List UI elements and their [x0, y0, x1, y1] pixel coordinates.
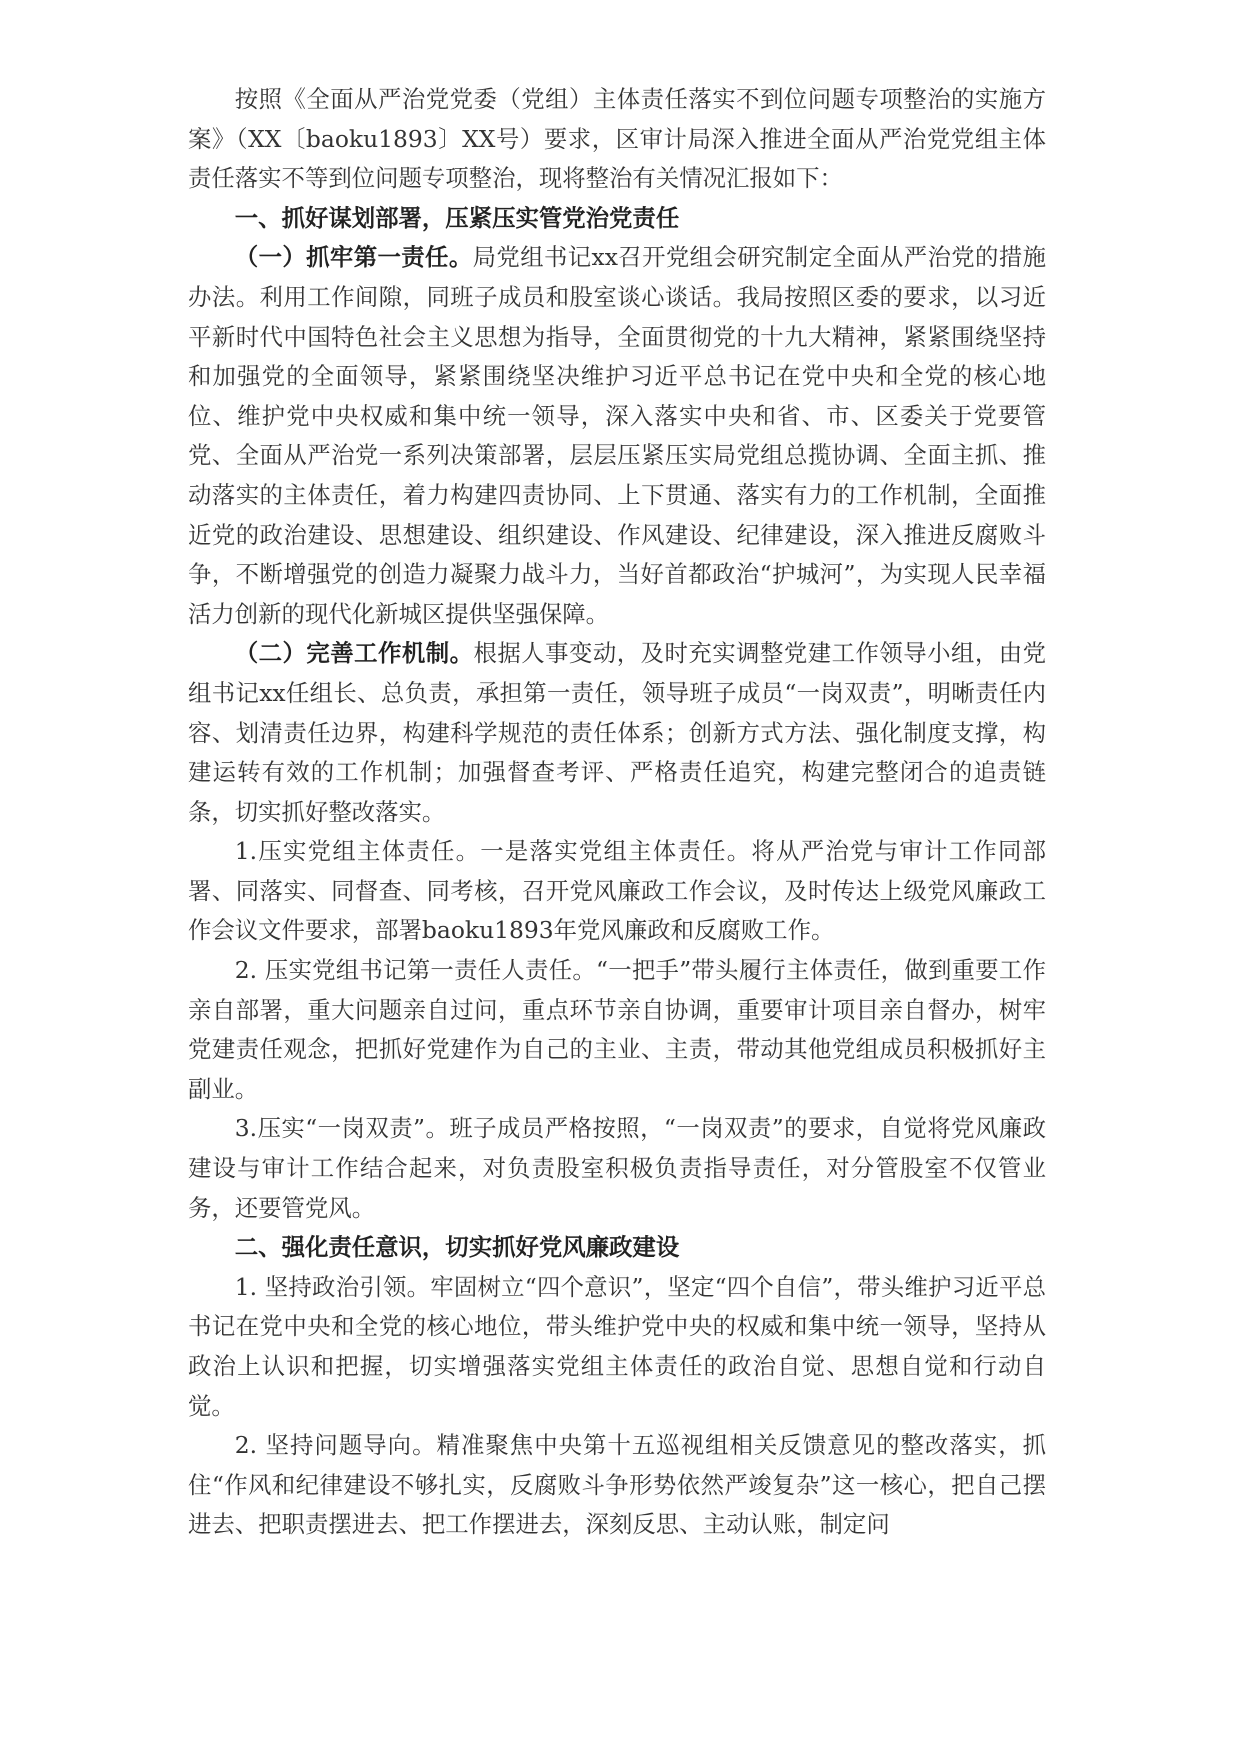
intro-paragraph: 按照《全面从严治党党委（党组）主体责任落实不到位问题专项整治的实施方案》（XX〔baoku1893〕XX号）要求，区审计局深入推进全面从严治党党组主体责任落实不等到位问题专项整治，现将整治有关情况汇报如下：	[188, 85, 1046, 193]
section-heading-2: 二、强化责任意识，切实抓好党风廉政建设	[234, 1233, 680, 1262]
document-page	[188, 80, 1046, 1545]
paragraph-text: 2. 压实党组书记第一责任人责任。“一把手”带头履行主体责任，做到重要工作亲自部署，重大问题亲自过问，重点环节亲自协调，重要审计项目亲自督办，树牢党建责任观念，把抓好党建作为自己的主业、主责，带动其他党组成员积极抓好主副业。	[188, 956, 1046, 1103]
paragraph	[188, 1426, 1046, 1545]
paragraph-text: 1.压实党组主体责任。一是落实党组主体责任。将从严治党与审计工作同部署、同落实、同督查、同考核，召开党风廉政工作会议，及时传达上级党风廉政工作会议文件要求，部署baoku1893年党风廉政和反腐败工作。	[188, 837, 1046, 945]
paragraph	[188, 832, 1046, 951]
paragraph	[188, 634, 1046, 832]
paragraph-text: 3.压实“一岗双责”。班子成员严格按照，“一岗双责”的要求，自觉将党风廉政建设与审计工作结合起来，对负责股室积极负责指导责任，对分管股室不仅管业务，还要管党风。	[188, 1114, 1046, 1222]
paragraph-text: 局党组书记xx召开党组会研究制定全面从严治党的措施办法。利用工作间隙，同班子成员和股室谈心谈话。我局按照区委的要求，以习近平新时代中国特色社会主义思想为指导，全面贯彻党的十九大精神，紧紧围绕坚持和加强党的全面领导，紧紧围绕坚决维护习近平总书记在党中央和全党的核心地位、维护党中央权威和集中统一领导，深入落实中央和省、市、区委关于党要管党、全面从严治党一系列决策部署，层层压紧压实局党组总揽协调、全面主抓、推动落实的主体责任，着力构建四责协同、上下贯通、落实有力的工作机制，全面推近党的政治建设、思想建设、组织建设、作风建设、纪律建设，深入推进反腐败斗争，不断增强党的创造力凝聚力战斗力，当好首都政治“护城河”，为实现人民幸福活力创新的现代化新城区提供坚强保障。	[188, 243, 1046, 628]
paragraph-text: 2. 坚持问题导向。精准聚焦中央第十五巡视组相关反馈意见的整改落实，抓住“作风和纪律建设不够扎实，反腐败斗争形势依然严竣复杂”这一核心，把自己摆进去、把职责摆进去、把工作摆进去，深刻反思、主动认账，制定问	[188, 1431, 1046, 1539]
section-heading-1: 一、抓好谋划部署，压紧压实管党治党责任	[234, 203, 680, 232]
paragraph-lead: （一）抓牢第一责任。	[234, 243, 473, 272]
paragraph-lead: （二）完善工作机制。	[234, 639, 474, 668]
paragraph-text: 1. 坚持政治引领。牢固树立“四个意识”，坚定“四个自信”，带头维护习近平总书记在党中央和全党的核心地位，带头维护党中央的权威和集中统一领导，坚持从政治上认识和把握，切实增强落实党组主体责任的政治自觉、思想自觉和行动自觉。	[188, 1272, 1046, 1420]
paragraph	[188, 238, 1046, 634]
paragraph	[188, 1109, 1046, 1228]
paragraph	[188, 1268, 1046, 1426]
paragraph-text: 根据人事变动，及时充实调整党建工作领导小组，由党组书记xx任组长、总负责，承担第一责任，领导班子成员“一岗双责”，明晰责任内容、划清责任边界，构建科学规范的责任体系；创新方式方法、强化制度支撑，构建运转有效的工作机制；加强督查考评、严格责任追究，构建完整闭合的追责链条，切实抓好整改落实。	[188, 639, 1047, 826]
paragraph	[188, 951, 1046, 1109]
